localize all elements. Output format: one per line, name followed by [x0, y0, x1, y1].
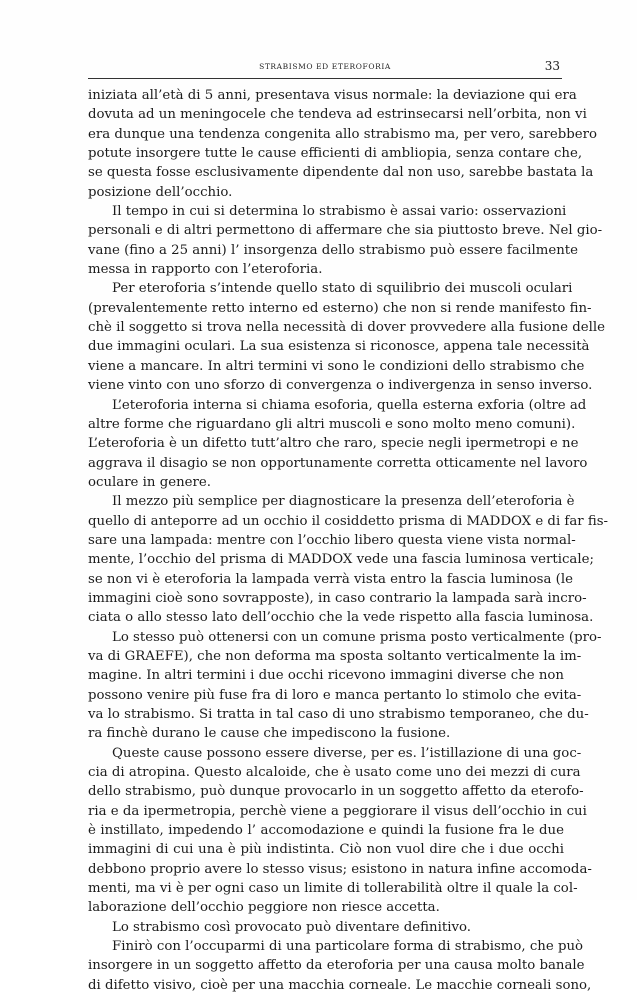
text-line: L’eteroforia è un difetto tutt’altro che raro, specie negli ipermetropi e ne [88, 436, 579, 452]
text-line: quello di anteporre ad un occhio il cosiddetto prisma di MADDOX e di far fis- [88, 513, 609, 529]
text-line: menti, ma vi è per ogni caso un limite di tollerabilità oltre il quale la col- [88, 881, 578, 897]
text-line: mente, l’occhio del prisma di MADDOX vede una fascia luminosa verticale; [88, 552, 594, 568]
text-line: dovuta ad un meningocele che tendeva ad estrinsecarsi nell’orbita, non vi [88, 107, 587, 123]
text-line: ra finchè durano le cause che impediscono la fusione. [88, 726, 451, 742]
text-line: ria e da ipermetropia, perchè viene a peggiorare il visus dell’occhio in cui [88, 803, 587, 819]
text-line: Lo strabismo così provocato può diventare definitivo. [112, 919, 471, 935]
text-line: viene vinto con uno sforzo di convergenza o indivergenza in senso inverso. [88, 378, 593, 394]
text-line: Queste cause possono essere diverse, per es. l’istillazione di una goc- [112, 745, 582, 761]
text-line: possono venire più fuse fra di loro e manca pertanto lo stimolo che evita- [88, 687, 582, 703]
running-title: STRABISMO ED ETEROFORIA [259, 62, 391, 71]
text-line: laborazione dell’occhio peggiore non riesce accetta. [88, 900, 440, 916]
text-line: era dunque una tendenza congenita allo strabismo ma, per vero, sarebbero [88, 126, 597, 142]
text-line: oculare in genere. [88, 474, 211, 490]
text-line: è instillato, impedendo l’ accomodazione e quindi la fusione fra le due [88, 823, 564, 839]
text-line: va di GRAEFE), che non deforma ma sposta soltanto verticalmente la im- [88, 648, 582, 664]
text-line: dello strabismo, può dunque provocarlo in un soggetto affetto da eterofo- [88, 784, 584, 800]
text-line: Lo stesso può ottenersi con un comune prisma posto verticalmente (pro- [112, 629, 602, 645]
header-rule [88, 78, 562, 79]
text-line: viene a mancare. In altri termini vi sono le condizioni dello strabismo che [88, 358, 585, 374]
text-line: Finirò con l’occuparmi di una particolare forma di strabismo, che può [112, 939, 584, 955]
text-line: chè il soggetto si trova nella necessità di dover provvedere alla fusione delle [88, 320, 606, 336]
text-line: (prevalentemente retto interno ed esterno) che non si rende manifesto fin- [88, 300, 592, 316]
text-line: potute insorgere tutte le cause efficienti di ambliopia, senza contare che, [88, 146, 583, 162]
text-line: ciata o allo stesso lato dell’occhio che la vede rispetto alla fascia luminosa. [88, 610, 594, 626]
body-text [88, 86, 609, 995]
text-line: due immagini oculari. La sua esistenza si riconosce, appena tale necessità [88, 339, 590, 355]
text-line: va lo strabismo. Si tratta in tal caso di uno strabismo temporaneo, che du- [88, 707, 589, 722]
text-line: aggrava il disagio se non opportunamente corretta otticamente nel lavoro [88, 455, 588, 471]
text-line: debbono proprio avere lo stesso visus; esistono in natura infine accomoda- [88, 861, 592, 877]
text-line: sare una lampada: mentre con l’occhio libero questa viene vista normal- [88, 532, 576, 548]
text-line: se questa fosse esclusivamente dipendente dal non uso, sarebbe bastata la [88, 165, 594, 181]
page-number: 33 [544, 59, 560, 73]
text-line: se non vi è eteroforia la lampada verrà vista entro la fascia luminosa (le [88, 571, 573, 587]
text-line: immagini di cui una è più indistinta. Ciò non vuol dire che i due occhi [88, 842, 564, 858]
text-line: messa in rapporto con l’eteroforia. [88, 262, 323, 278]
text-line: vane (fino a 25 anni) l’ insorgenza dello strabismo può essere facilmente [88, 242, 578, 258]
text-line: personali e di altri permettono di affermare che sia piuttosto breve. Nel gio- [88, 223, 603, 239]
text-line: Per eteroforia s’intende quello stato di squilibrio dei muscoli oculari [112, 281, 573, 297]
page-header [88, 59, 562, 75]
text-line: L’eteroforia interna si chiama esoforia, quella esterna exforia (oltre ad [112, 397, 587, 413]
text-line: cia di atropina. Questo alcaloide, che è usato come uno dei mezzi di cura [88, 765, 581, 781]
text-line: insorgere in un soggetto affetto da eteroforia per una causa molto banale [88, 958, 585, 974]
text-line: posizione dell’occhio. [88, 184, 233, 200]
text-line: iniziata all’età di 5 anni, presentava visus normale: la deviazione qui era [88, 88, 577, 103]
text-line: Il tempo in cui si determina lo strabismo è assai vario: osservazioni [112, 204, 567, 220]
text-line: immagini cioè sono sovrapposte), in caso contrario la lampada sarà incro- [88, 590, 587, 606]
text-line: di difetto visivo, cioè per una macchia corneale. Le macchie corneali sono, [88, 977, 592, 993]
text-line: Il mezzo più semplice per diagnosticare la presenza dell’eteroforia è [112, 494, 575, 510]
text-line: magine. In altri termini i due occhi ricevono immagini diverse che non [88, 668, 564, 684]
text-line: altre forme che riguardano gli altri muscoli e sono molto meno comuni). [88, 416, 576, 432]
